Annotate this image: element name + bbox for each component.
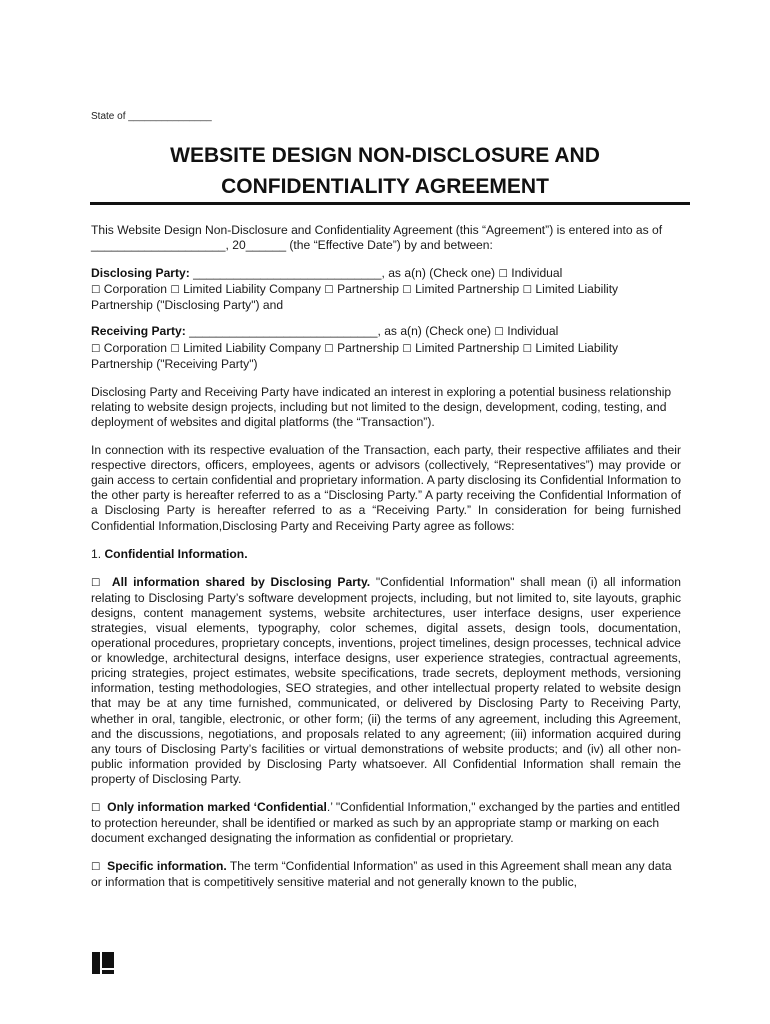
section-title: Confidential Information. <box>104 546 248 561</box>
checkbox-limited-partnership[interactable]: ☐ <box>402 284 412 297</box>
checkbox-llp[interactable]: ☐ <box>522 342 533 355</box>
checkbox-corporation[interactable]: ☐ <box>91 342 101 355</box>
document-title <box>60 140 710 202</box>
checkbox-only-marked[interactable]: ☐ <box>91 802 101 814</box>
option-label: Corporation <box>100 282 171 297</box>
option-label: Partnership <box>333 282 403 297</box>
item-heading: All information shared by Disclosing Party. <box>111 574 371 589</box>
checkbox-partnership[interactable]: ☐ <box>324 284 334 297</box>
checkbox-llc[interactable]: ☐ <box>170 342 180 355</box>
option-label: Limited Liability Partnership ("Receiving Party") <box>91 340 619 371</box>
disclosing-party-blank: ____________________________, as a(n) (Check one) <box>189 266 499 281</box>
option-label: Limited Liability Partnership ("Disclosing Party") and <box>91 282 619 313</box>
option-label: Limited Liability Company <box>179 340 325 355</box>
disclosing-party-label: Disclosing Party: <box>91 266 190 281</box>
intro-paragraph: This Website Design Non-Disclosure and Confidentiality Agreement (this “Agreement”) is entered into as of ____________________, 20______ (the “Effective Date”) by and between: <box>91 223 663 253</box>
item-heading: Only information marked ‘Confidential <box>107 800 327 814</box>
item-text: The term “Confidential Information” as used in this Agreement shall mean any data or information that is competitively sensitive material and not generally known to the public, <box>91 859 672 890</box>
item-heading: Specific information. <box>107 859 227 874</box>
item-specific-information <box>91 859 681 890</box>
checkbox-individual[interactable]: ☐ <box>494 326 504 339</box>
document-body <box>91 223 681 903</box>
item-text: "Confidential Information" shall mean (i) all information relating to Disclosing Party’s software development projects, including, but not limited to, site layouts, graphic designs, content management systems, website architectures, user interface designs, user experience strategies, visual elements, typography, color schemes, digital assets, design tools, documentation, operational procedures, proprietary concepts, inventions, project timelines, design processes, technical advice or knowledge, architectural designs, interface designs, user experience strategies, contractual agreements, pricing strategies, project estimates, website specifications, trade secrets, deployment methods, versioning information, testing methodologies, SEO strategies, and other intellectual property related to website design that may be at any time furnished, communicated, or delivered by Disclosing Party to Receiving Party, whether in oral, tangible, electronic, or other form; (ii) the terms of any agreement, including this Agreement, and the discussions, negotiations, and proposals related to any agreement; (iii) information acquired during any tours of Disclosing Party’s facilities or virtual demonstrations of website products; and (iv) all other non-public information provided by Disclosing Party whatsoever. All Confidential Information shall remain the property of Disclosing Party. <box>91 574 682 786</box>
checkbox-llc[interactable]: ☐ <box>170 284 180 297</box>
checkbox-all-information[interactable]: ☐ <box>91 576 101 589</box>
checkbox-limited-partnership[interactable]: ☐ <box>402 342 412 355</box>
item-text: .’ "Confidential Information," exchanged by the parties and entitled to protection hereunder, shall be identified or marked as such by an appropriate stamp or marking on each document exchanged designating the information as confidential or proprietary. <box>91 800 680 846</box>
document-logo-icon <box>92 952 114 974</box>
state-line: State of _______________ <box>91 111 212 122</box>
interest-paragraph: Disclosing Party and Receiving Party have indicated an interest in exploring a potential business relationship relating to website design projects, including but not limited to the design, development, coding, testing, and deployment of websites and digital platforms (the “Transaction”). <box>91 384 672 429</box>
option-label: Limited Partnership <box>411 282 523 297</box>
item-all-information <box>91 575 681 787</box>
receiving-party-label: Receiving Party: <box>91 324 186 339</box>
section-1-heading <box>91 547 681 562</box>
title-line-1: WEBSITE DESIGN NON-DISCLOSURE AND <box>170 144 600 167</box>
title-line-2: CONFIDENTIALITY AGREEMENT <box>221 175 549 198</box>
section-number: 1. <box>91 546 105 561</box>
option-label: Limited Liability Company <box>179 282 325 297</box>
checkbox-partnership[interactable]: ☐ <box>324 342 334 355</box>
option-label: Individual <box>503 324 559 339</box>
item-only-marked <box>91 800 681 846</box>
checkbox-specific-information[interactable]: ☐ <box>91 861 101 874</box>
title-divider <box>90 202 690 205</box>
option-label: Corporation <box>100 340 171 355</box>
receiving-party-block <box>91 324 681 371</box>
option-label: Partnership <box>333 340 403 355</box>
checkbox-individual[interactable]: ☐ <box>498 268 508 281</box>
checkbox-corporation[interactable]: ☐ <box>91 284 101 297</box>
connection-paragraph: In connection with its respective evaluation of the Transaction, each party, their respective affiliates and their respective directors, officers, employees, agents or advisors (collectively, “Representatives”) may provide or gain access to certain confidential and proprietary information. A party disclosing its Confidential Information to the other party is hereafter referred to as a “Disclosing Party.” A party receiving the Confidential Information of a Disclosing Party is hereafter referred to as a “Receiving Party.” In consideration for being furnished Confidential Information,Disclosing Party and Receiving Party agree as follows: <box>91 443 681 533</box>
option-label: Limited Partnership <box>411 340 523 355</box>
receiving-party-blank: ____________________________, as a(n) (Check one) <box>185 324 495 339</box>
disclosing-party-block <box>91 266 681 313</box>
option-label: Individual <box>507 266 563 281</box>
checkbox-llp[interactable]: ☐ <box>522 284 533 297</box>
